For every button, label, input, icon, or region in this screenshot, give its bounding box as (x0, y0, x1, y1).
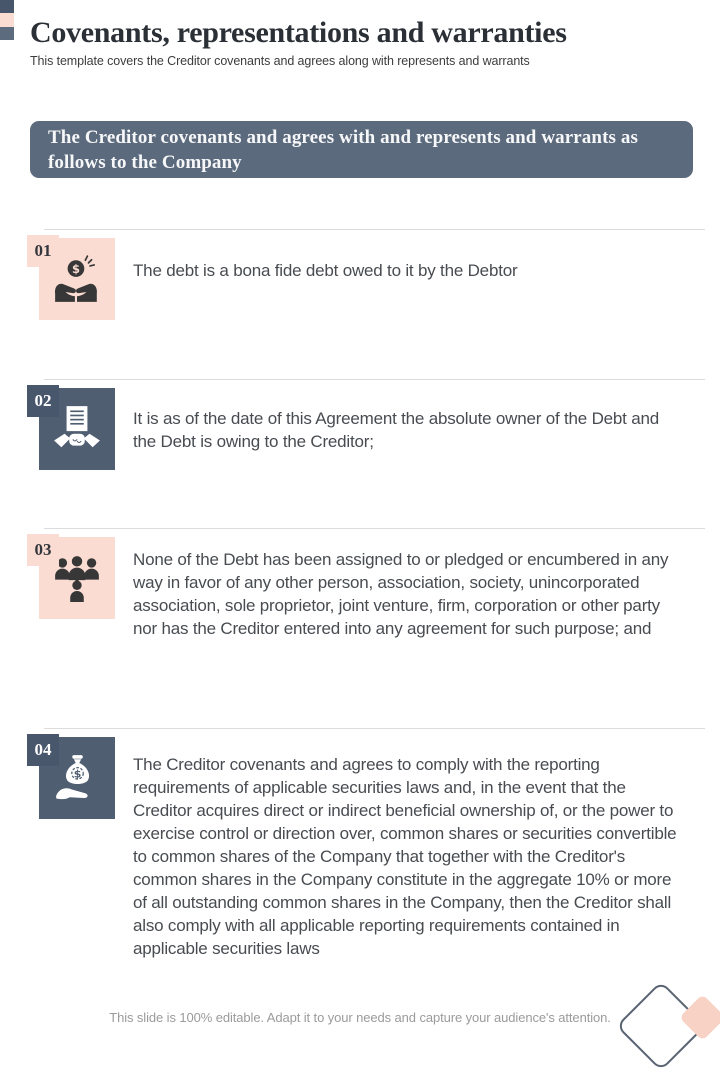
banner-text: The Creditor covenants and agrees with and represents and warrants as follows to the Company (48, 126, 638, 173)
list-item-02 (27, 379, 693, 528)
item-02-icon-block (27, 385, 117, 477)
item-03-icon-block (27, 534, 117, 626)
item-number-badge: 04 (27, 734, 59, 766)
list-item-04 (27, 728, 693, 1011)
accent-bar-slate (0, 27, 14, 40)
item-number-badge: 02 (27, 385, 59, 417)
corner-accent-bars (0, 0, 14, 40)
list-item-03 (27, 528, 693, 728)
covenant-list (27, 229, 693, 1011)
svg-text:$: $ (71, 261, 80, 276)
item-number-badge: 01 (27, 235, 59, 267)
item-text: It is as of the date of this Agreement the absolute owner of the Debt and the Debt is owing to the Creditor; (133, 409, 659, 451)
item-text: The Creditor covenants and agrees to comply with the reporting requirements of applicable securities laws and, in the event that the Creditor acquires direct or indirect beneficial ownership of, or the power to exercise control or direction over, common shares or securities convertible to common shares of the Company that together with the Creditor's common shares in the Company constitute in the aggregate 10% or more of all outstanding common shares in the Company, then the Creditor shall also comply with all applicable reporting requirements contained in applicable securities laws (133, 755, 677, 958)
page-title: Covenants, representations and warranties (30, 16, 567, 49)
item-04-icon-block (27, 734, 117, 826)
accent-bar-dark (0, 0, 14, 13)
banner (30, 121, 693, 178)
item-text: The debt is a bona fide debt owed to it by the Debtor (133, 261, 518, 280)
header (0, 0, 720, 69)
item-number-badge: 03 (27, 534, 59, 566)
item-01-icon-block (27, 235, 117, 327)
corner-decoration (600, 950, 720, 1040)
footer-note: This slide is 100% editable. Adapt it to your needs and capture your audience's attention. (109, 1010, 611, 1025)
accent-bar-pink (0, 13, 14, 27)
svg-text:$: $ (73, 767, 82, 781)
list-item-01 (27, 229, 693, 379)
page-subtitle: This template covers the Creditor covenants and agrees along with represents and warrants (30, 54, 530, 68)
item-text: None of the Debt has been assigned to or pledged or encumbered in any way in favor of any other person, association, society, unincorporated association, sole proprietor, joint venture, firm, corporation or other party nor has the Creditor entered into any agreement for such purpose; and (133, 550, 669, 638)
